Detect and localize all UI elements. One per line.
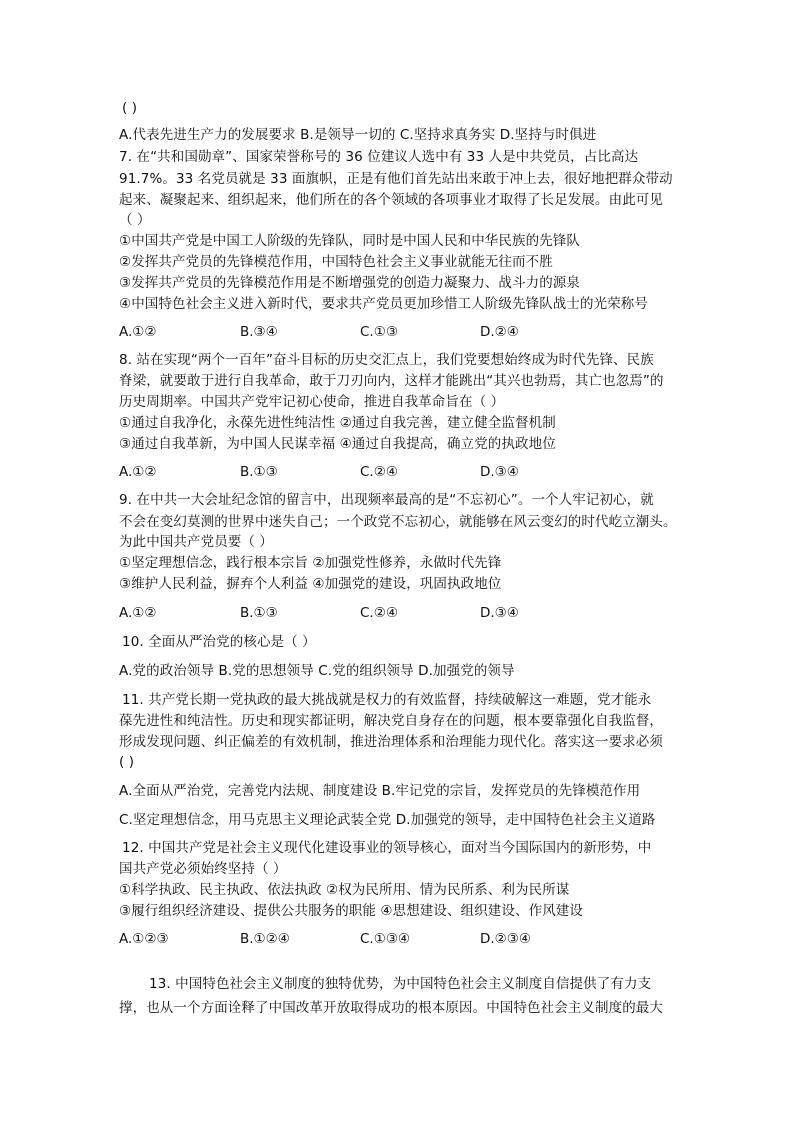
q6-options: A.代表先进生产力的发展要求 B.是领导一切的 C.坚持求真务实 D.坚持与时俱进	[119, 127, 597, 143]
q7-choice-c: C.①③	[360, 324, 398, 340]
q7-statement-1: ①中国共产党是中国工人阶级的先锋队，同时是中国人民和中华民族的先锋队	[119, 233, 581, 249]
q8-choice-c: C.②④	[360, 464, 398, 480]
q8-stem-line-2: 脊梁，就要敢于进行自我革命，敢于刀刃向内，这样才能跳出“其兴也勃焉，其亡也忽焉”的	[119, 373, 664, 389]
q9-statements-1-2: ①坚定理想信念，践行根本宗旨 ②加强党性修养，永做时代先锋	[119, 555, 502, 571]
q9-choice-d: D.③④	[480, 605, 519, 621]
q11-stem-line-2: 葆先进性和纯洁性。历史和现实都证明，解决党自身存在的问题，根本要靠强化自我监督，	[119, 713, 663, 729]
q13-stem-line-2: 撑，也从一个方面诠释了中国改革开放取得成功的根本原因。中国特色社会主义制度的最大	[119, 1000, 663, 1016]
q13-stem-line-1: 13. 中国特色社会主义制度的独特优势，为中国特色社会主义制度自信提供了有力支	[149, 976, 652, 992]
q7-statement-3: ③发挥共产党员的先锋模范作用是不断增强党的创造力凝聚力、战斗力的源泉	[119, 275, 581, 291]
q12-choice-d: D.②③④	[480, 931, 531, 947]
q12-statements-1-2: ①科学执政、民主执政、依法执政 ②权为民所用、情为民所系、利为民所谋	[119, 882, 570, 898]
q8-choice-d: D.③④	[480, 464, 519, 480]
q7-stem-line-1: 7. 在“共和国勋章”、国家荣誉称号的 36 位建议人选中有 33 人是中共党员，占比高达	[119, 149, 639, 165]
q12-choice-a: A.①②③	[119, 931, 169, 947]
q9-stem-line-3: 为此中国共产党员要（ ）	[119, 534, 273, 550]
q8-choice-b: B.①③	[240, 464, 278, 480]
q7-statement-4: ④中国特色社会主义进入新时代，要求共产党员更加珍惜工人阶级先锋队战士的光荣称号	[119, 296, 649, 312]
q11-options-c-d: C.坚定理想信念，用马克思主义理论武装全党 D.加强党的领导，走中国特色社会主义道路	[119, 812, 656, 828]
q8-statements-3-4: ③通过自我革新，为中国人民谋幸福 ④通过自我提高，确立党的执政地位	[119, 436, 556, 452]
q9-choice-a: A.①②	[119, 605, 157, 621]
q10-options: A.党的政治领导 B.党的思想领导 C.党的组织领导 D.加强党的领导	[119, 663, 515, 679]
q12-stem-line-1: 12. 中国共产党是社会主义现代化建设事业的领导核心，面对当今国际国内的新形势，中	[122, 840, 652, 856]
q9-statements-3-4: ③维护人民利益，摒弃个人利益 ④加强党的建设，巩固执政地位	[119, 576, 502, 592]
q8-stem-line-1: 8. 站在实现“两个一百年”奋斗目标的历史交汇点上，我们党要想始终成为时代先锋、民族	[119, 352, 654, 368]
q9-stem-line-2: 不会在变幻莫测的世界中迷失自己；一个政党不忘初心，就能够在风云变幻的时代屹立潮头。	[119, 514, 677, 530]
q12-choice-c: C.①③④	[360, 931, 411, 947]
q8-statements-1-2: ①通过自我净化，永葆先进性纯洁性 ②通过自我完善，建立健全监督机制	[119, 415, 556, 431]
q8-choice-a: A.①②	[119, 464, 157, 480]
q12-choice-b: B.①②④	[240, 931, 290, 947]
q12-stem-line-2: 国共产党必须始终坚持（ ）	[119, 861, 287, 877]
q11-answer-paren: ( )	[119, 754, 135, 770]
q7-choice-a: A.①②	[119, 324, 157, 340]
q6-answer-paren: ( )	[122, 100, 138, 116]
q8-stem-line-3: 历史周期率。中国共产党牢记初心使命，推进自我革命旨在（ ）	[119, 394, 505, 410]
q7-stem-line-2: 91.7%。33 名党员就是 33 面旗帜，正是有他们首先站出来敢于冲上去，很好地把群众带动	[119, 171, 673, 187]
q11-options-a-b: A.全面从严治党，完善党内法规、制度建设 B.牢记党的宗旨，发挥党员的先锋模范作用	[119, 783, 641, 799]
q7-statement-2: ②发挥共产党员的先锋模范作用，中国特色社会主义事业就能无往而不胜	[119, 254, 553, 270]
q7-choice-b: B.③④	[240, 324, 278, 340]
q11-stem-line-3: 形成发现问题、纠正偏差的有效机制，推进治理体系和治理能力现代化。落实这一要求必须	[119, 734, 663, 750]
q11-stem-line-1: 11. 共产党长期一党执政的最大挑战就是权力的有效监督，持续破解这一难题，党才能永	[122, 692, 652, 708]
q7-choice-d: D.②④	[480, 324, 519, 340]
q9-choice-b: B.①③	[240, 605, 278, 621]
q7-stem-line-3: 起来、凝聚起来、组织起来，他们所在的各个领域的各项事业才取得了长足发展。由此可见	[119, 192, 663, 208]
q9-choice-c: C.②④	[360, 605, 398, 621]
q10-stem: 10. 全面从严治党的核心是（ ）	[122, 634, 316, 650]
q7-answer-paren: （ ）	[119, 212, 151, 228]
q9-stem-line-1: 9. 在中共一大会址纪念馆的留言中，出现频率最高的是“不忘初心”。一个人牢记初心，就	[119, 492, 654, 508]
q12-statements-3-4: ③履行组织经济建设、提供公共服务的职能 ④思想建设、组织建设、作风建设	[119, 903, 583, 919]
